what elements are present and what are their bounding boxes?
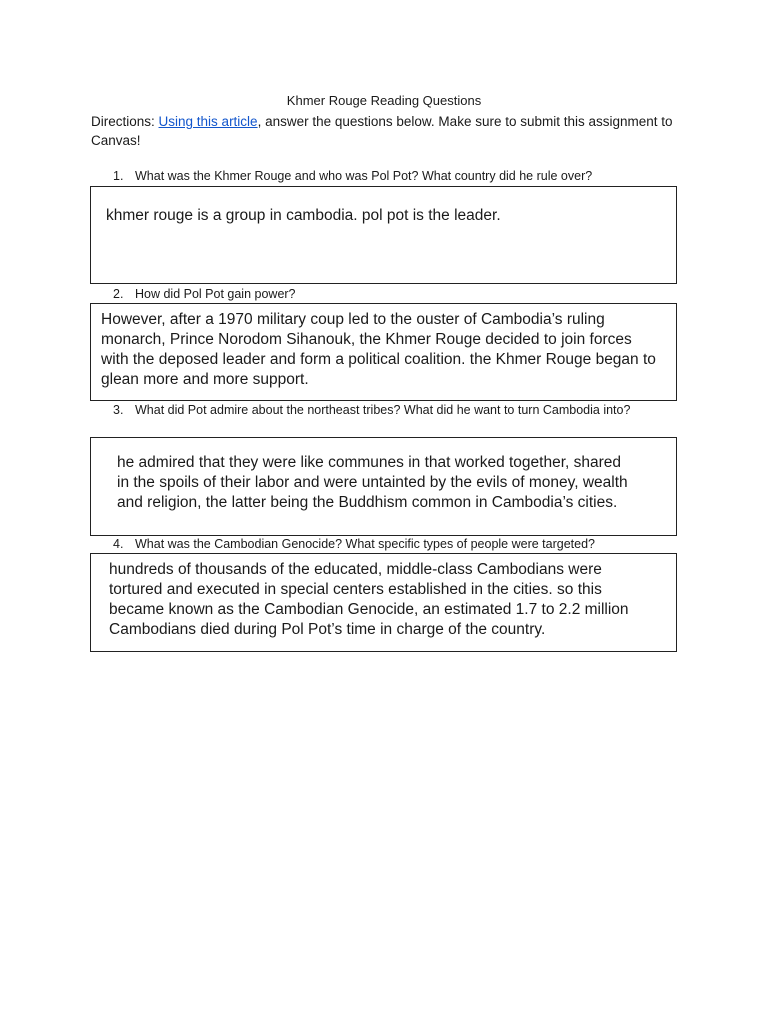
answer-text: However, after a 1970 military coup led to the ouster of Cambodia’s ruling monarch, Prince Norodom Sihanouk, the Khmer Rouge decided to join forces with the deposed leader and form a political coalition. the Khmer Rouge began to glean more and more support.	[101, 311, 656, 388]
question-3	[113, 401, 673, 419]
directions-text	[91, 112, 681, 150]
directions-prefix: Directions:	[91, 114, 159, 129]
answer-text: hundreds of thousands of the educated, middle-class Cambodians were tortured and executed in special centers established in the cities. so this became known as the Cambodian Genocide, an estimated 1.7 to 2.2 million Cambodians died during Pol Pot’s time in charge of the country.	[109, 561, 629, 638]
question-number: 4.	[113, 537, 124, 551]
question-text: How did Pol Pot gain power?	[135, 287, 296, 301]
question-number: 3.	[113, 403, 124, 417]
answer-box-2[interactable]	[90, 303, 677, 401]
article-link[interactable]: Using this article	[158, 114, 258, 129]
question-number: 2.	[113, 287, 124, 301]
answer-text: he admired that they were like communes in that worked together, shared in the spoils of their labor and were untainted by the evils of money, wealth and religion, the latter being the Buddhism common in Cambodia’s cities.	[117, 454, 628, 511]
question-text: What was the Cambodian Genocide? What specific types of people were targeted?	[135, 537, 595, 551]
answer-text: khmer rouge is a group in cambodia. pol pot is the leader.	[106, 207, 501, 224]
question-4	[113, 535, 673, 553]
answer-box-1[interactable]	[90, 186, 677, 284]
answer-box-4[interactable]	[90, 553, 677, 652]
answer-box-3[interactable]	[90, 437, 677, 536]
question-text: What was the Khmer Rouge and who was Pol Pot? What country did he rule over?	[135, 169, 593, 183]
question-1	[113, 167, 673, 185]
question-text: What did Pot admire about the northeast tribes? What did he want to turn Cambodia into?	[135, 403, 631, 417]
document-title: Khmer Rouge Reading Questions	[286, 93, 482, 108]
question-number: 1.	[113, 169, 124, 183]
directions-suffix: , answer the questions below. Make sure to submit this assignment to Canvas!	[91, 114, 673, 148]
question-2	[113, 285, 673, 303]
